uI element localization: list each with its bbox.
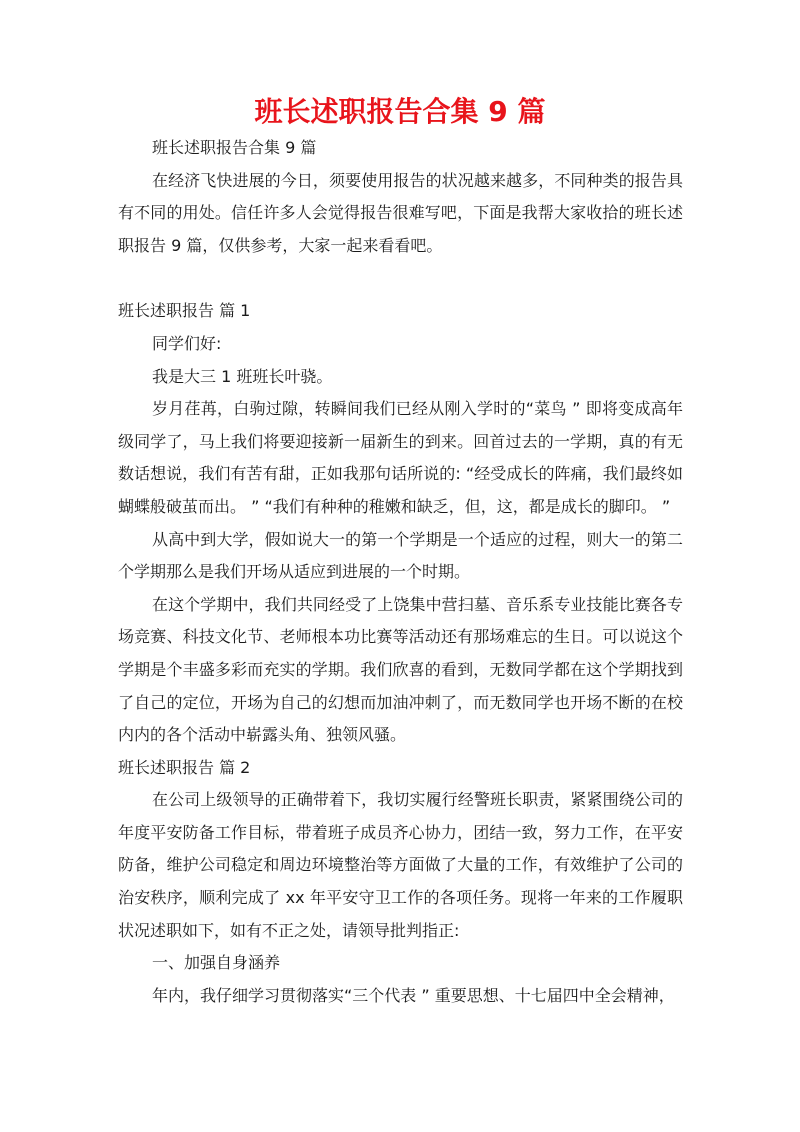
paragraph: 从高中到大学，假如说大一的第一个学期是一个适应的过程，则大一的第二个学期那么是我们开场从适应到进展的一个时期。	[118, 529, 683, 582]
subtitle: 班长述职报告合集 9 篇	[152, 138, 317, 157]
paragraph: 在公司上级领导的正确带着下，我切实履行经警班长职责，紧紧围绕公司的年度平安防备工作目标，带着班子成员齐心协力，团结一致，努力工作，在平安防备，维护公司稳定和周边环境整治等方面做了大量的工作，有效维护了公司的治安秩序，顺利完成了 xx 年平安守卫工作的各项任务。现将一年来的工作履职状况述职如下，如有不正之处，请领导批判指正:	[118, 790, 683, 940]
paragraph: 一、加强自身涵养	[152, 953, 281, 973]
section-heading: 班长述职报告 篇 2	[118, 757, 251, 777]
spacer	[118, 262, 683, 295]
paragraph: 同学们好:	[152, 333, 222, 353]
paragraph: 年内，我仔细学习贯彻落实“三个代表 ” 重要思想、十七届四中全会精神，	[152, 985, 675, 1005]
paragraph: 我是大三 1 班班长叶骁。	[152, 366, 333, 386]
document-body	[118, 132, 683, 1012]
section-heading: 班长述职报告 篇 1	[118, 301, 251, 321]
paragraph: 岁月荏苒，白驹过隙，转瞬间我们已经从刚入学时的“菜鸟 ” 即将变成高年级同学了，马上我们将要迎接新一届新生的到来。回首过去的一学期，真的有无数话想说，我们有苦有甜，正如我那句话所说的: “经受成长的阵痛，我们最终如蝴蝶般破茧而出。 ” “我们有种种的稚嫩和缺乏，但，这，都是成长的脚印。 ”	[118, 399, 683, 516]
intro-paragraph: 在经济飞快进展的今日，须要使用报告的状况越来越多，不同种类的报告具有不同的用处。信任许多人会觉得报告很难写吧，下面是我帮大家收拾的班长述职报告 9 篇，仅供参考，大家一起来看看吧。	[118, 170, 683, 255]
document-title: 班长述职报告合集 9 篇	[254, 95, 546, 128]
paragraph: 在这个学期中，我们共同经受了上饶集中营扫墓、音乐系专业技能比赛各专场竞赛、科技文化节、老师根本功比赛等活动还有那场难忘的生日。可以说这个学期是个丰盛多彩而充实的学期。我们欣喜的看到，无数同学都在这个学期找到了自己的定位，开场为自己的幻想而加油冲刺了，而无数同学也开场不断的在校内内的各个活动中崭露头角、独领风骚。	[118, 594, 683, 745]
